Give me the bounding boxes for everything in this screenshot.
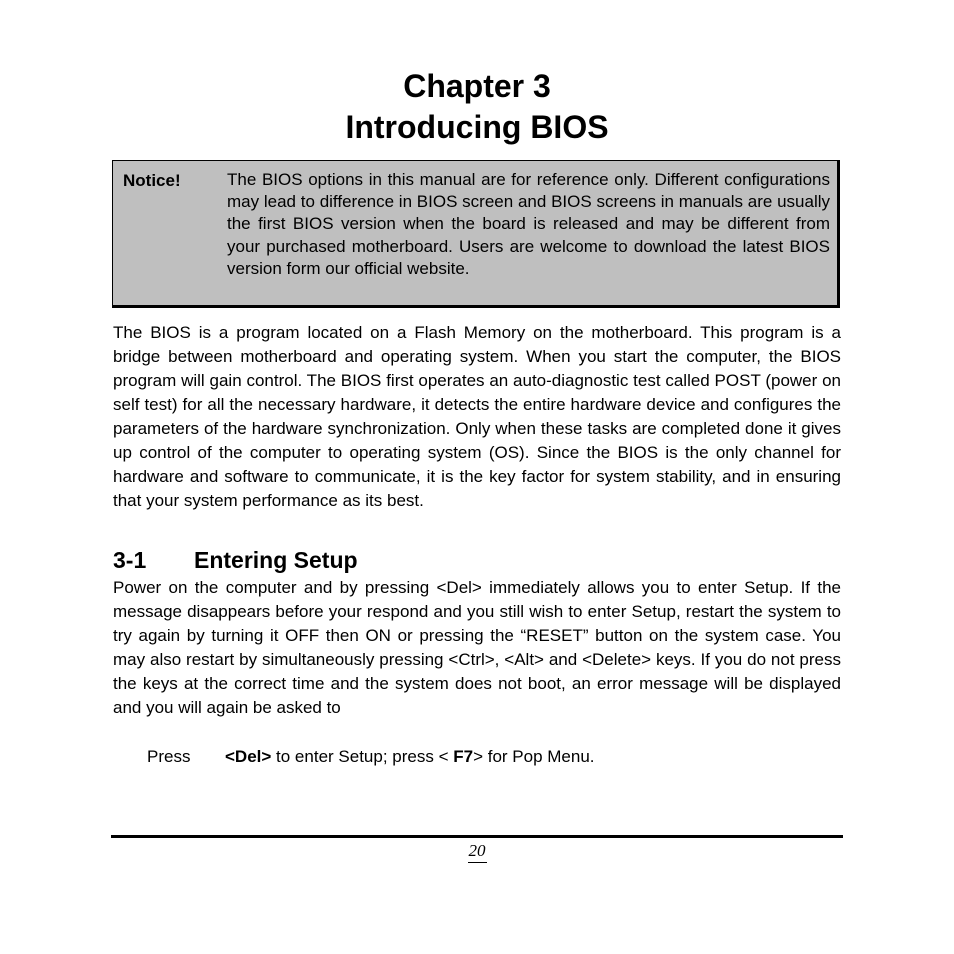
- notice-label: Notice!: [123, 171, 181, 190]
- notice-box: [112, 160, 840, 308]
- section-paragraph: Power on the computer and by pressing <Del> immediately allows you to enter Setup. If the message disappears before your respond and you still wish to enter Setup, restart the system to try again by turning it OFF then ON or pressing the “RESET” button on the system case. You may also restart by simultaneously pressing <Ctrl>, <Alt> and <Delete> keys. If you do not press the keys at the correct time and the system does not boot, an error message will be displayed and you will again be asked to: [113, 578, 841, 717]
- section-number: 3-1: [113, 547, 147, 573]
- section-heading: [113, 545, 358, 575]
- page-number: [0, 841, 954, 863]
- section-title: Entering Setup: [194, 547, 358, 573]
- press-word: Press: [147, 747, 191, 766]
- footer-divider: [111, 835, 843, 838]
- press-end-text: > for Pop Menu.: [473, 747, 595, 766]
- chapter-number: Chapter 3: [403, 68, 551, 104]
- press-middle-text: to enter Setup; press <: [271, 747, 454, 766]
- chapter-title: [0, 66, 954, 148]
- f7-key: F7: [453, 747, 474, 766]
- intro-paragraph: The BIOS is a program located on a Flash Memory on the motherboard. This program is a bridge between motherboard and operating system. When you start the computer, the BIOS program will gain control. The BIOS first operates an auto-diagnostic test called POST (power on self test) for all the necessary hardware, it detects the entire hardware device and configures the parameters of the hardware synchronization. Only when these tasks are completed done it gives up control of the computer to operating system (OS). Since the BIOS is the only channel for hardware and software to communicate, it is the key factor for system stability, and in ensuring that your system performance as its best.: [113, 323, 841, 510]
- del-key: <Del>: [225, 747, 272, 766]
- notice-text: The BIOS options in this manual are for reference only. Different configurations may lead to difference in BIOS screen and BIOS screens in manuals are usually the first BIOS version when the board is released and may be different from your purchased motherboard. Users are welcome to download the latest BIOS version form our official website.: [227, 170, 830, 278]
- press-instruction: [147, 745, 595, 769]
- chapter-name: Introducing BIOS: [345, 109, 609, 145]
- page-number-value: 20: [468, 841, 487, 863]
